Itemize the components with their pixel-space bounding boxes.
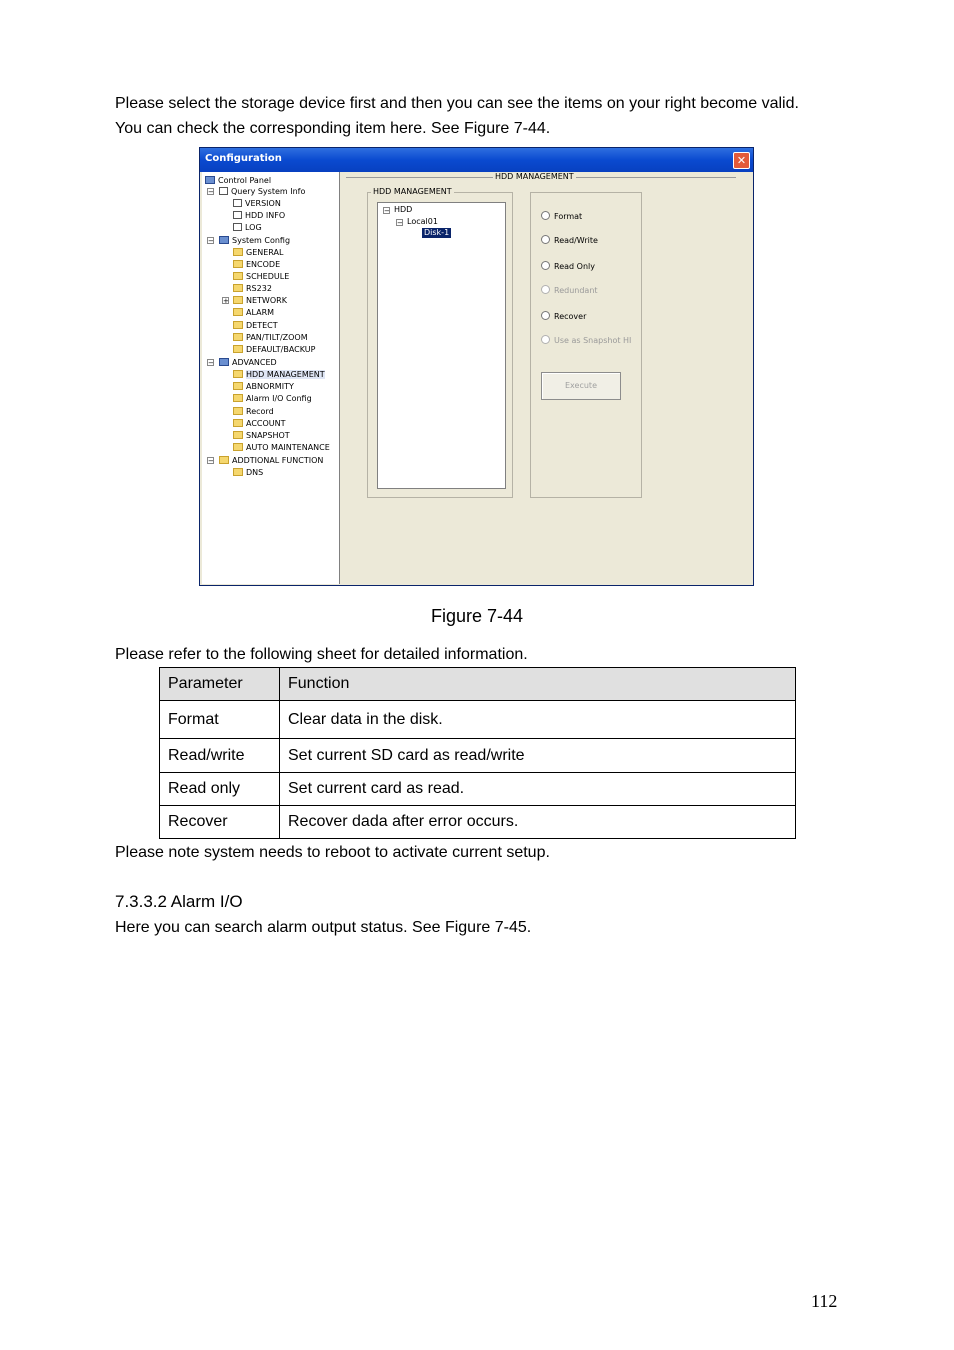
folder-icon xyxy=(233,468,243,476)
inner-group-label: HDD MANAGEMENT xyxy=(373,187,452,196)
close-icon[interactable]: ✕ xyxy=(733,152,750,169)
collapse-icon[interactable]: − xyxy=(208,359,214,367)
tree-item-general[interactable]: GENERAL xyxy=(233,248,283,258)
tree-item-log[interactable]: LOG xyxy=(233,223,262,233)
figure-caption: Figure 7-44 xyxy=(430,606,524,626)
window-title: Configuration xyxy=(205,153,282,164)
table-row xyxy=(160,806,796,839)
cell-function: Set current card as read. xyxy=(280,773,796,806)
table-row xyxy=(160,773,796,806)
cell-parameter: Read/write xyxy=(160,739,280,773)
folder-icon xyxy=(233,308,243,316)
radio-recover[interactable]: Recover xyxy=(541,311,586,321)
table-row xyxy=(160,701,796,739)
tree-item-alarm-io-config[interactable]: Alarm I/O Config xyxy=(233,394,312,404)
section-text: Here you can search alarm output status. See Figure 7-45. xyxy=(115,919,532,936)
folder-icon xyxy=(233,394,243,402)
folder-icon xyxy=(233,248,243,256)
folder-icon xyxy=(233,272,243,280)
tree-item-account[interactable]: ACCOUNT xyxy=(233,419,286,429)
radio-icon xyxy=(541,235,550,244)
folder-icon xyxy=(233,443,243,451)
tree-item-auto-maintenance[interactable]: AUTO MAINTENANCE xyxy=(233,443,330,453)
configuration-window xyxy=(199,147,754,586)
tree-item-query-system-info[interactable]: Query System Info xyxy=(219,187,305,197)
settings-icon xyxy=(219,236,229,244)
folder-icon xyxy=(233,382,243,390)
folder-icon xyxy=(233,296,243,304)
tools-icon xyxy=(219,358,229,366)
outer-group-label: HDD MANAGEMENT xyxy=(495,172,574,181)
radio-read-only[interactable]: Read Only xyxy=(541,261,595,271)
tree-item-encode[interactable]: ENCODE xyxy=(233,260,280,270)
folder-icon xyxy=(233,321,243,329)
collapse-icon[interactable]: − xyxy=(208,457,214,465)
tree-item-default-backup[interactable]: DEFAULT/BACKUP xyxy=(233,345,315,355)
cell-function: Clear data in the disk. xyxy=(280,701,796,739)
radio-icon xyxy=(541,311,550,320)
table-intro: Please refer to the following sheet for detailed information. xyxy=(115,646,528,663)
tree-item-schedule[interactable]: SCHEDULE xyxy=(233,272,289,282)
tree-item-snapshot[interactable]: SNAPSHOT xyxy=(233,431,290,441)
tree-item-version[interactable]: VERSION xyxy=(233,199,281,209)
hdd-tree xyxy=(377,202,506,489)
tree-item-advanced[interactable]: ADVANCED xyxy=(219,358,277,368)
collapse-icon[interactable]: − xyxy=(208,188,214,196)
parameter-table xyxy=(159,667,796,839)
cell-parameter: Read only xyxy=(160,773,280,806)
radio-icon xyxy=(541,285,550,294)
document-icon xyxy=(233,211,242,219)
tree-item-abnormity[interactable]: ABNORMITY xyxy=(233,382,294,392)
radio-icon xyxy=(541,335,550,344)
hdd-tree-item-local01[interactable]: Local01 xyxy=(407,217,438,226)
tree-item-detect[interactable]: DETECT xyxy=(233,321,278,331)
radio-use-as-snapshot[interactable]: Use as Snapshot HI xyxy=(541,335,631,345)
tree-item-system-config[interactable]: System Config xyxy=(219,236,290,246)
hdd-tree-item-disk-1[interactable]: Disk-1 xyxy=(424,228,450,237)
folder-icon xyxy=(233,260,243,268)
folder-icon xyxy=(233,407,243,415)
radio-icon xyxy=(541,261,550,270)
execute-button[interactable]: Execute xyxy=(541,372,621,400)
radio-format[interactable]: Format xyxy=(541,211,582,221)
folder-icon xyxy=(219,456,229,464)
page-number: 112 xyxy=(811,1291,838,1311)
tree-item-additional-function[interactable]: ADDTIONAL FUNCTION xyxy=(219,456,323,466)
section-heading: 7.3.3.2 Alarm I/O xyxy=(115,892,243,911)
tree-item-rs232[interactable]: RS232 xyxy=(233,284,272,294)
reboot-note: Please note system needs to reboot to activate current setup. xyxy=(115,844,550,861)
tree-item-control-panel[interactable]: Control Panel xyxy=(205,176,271,186)
intro-line-2: You can check the corresponding item here. See Figure 7-44. xyxy=(115,120,551,137)
folder-icon xyxy=(233,333,243,341)
radio-read-write[interactable]: Read/Write xyxy=(541,235,598,245)
collapse-icon[interactable]: − xyxy=(384,207,390,215)
radio-icon xyxy=(541,211,550,220)
window-titlebar xyxy=(200,148,753,172)
tree-item-alarm[interactable]: ALARM xyxy=(233,308,274,318)
config-tree xyxy=(202,172,340,584)
cell-function: Set current SD card as read/write xyxy=(280,739,796,773)
expand-icon[interactable]: + xyxy=(223,297,229,305)
collapse-icon[interactable]: − xyxy=(397,219,403,227)
table-row xyxy=(160,739,796,773)
header-parameter: Parameter xyxy=(160,668,280,701)
document-icon xyxy=(233,199,242,207)
tree-item-hdd-info[interactable]: HDD INFO xyxy=(233,211,285,221)
radio-redundant[interactable]: Redundant xyxy=(541,285,598,295)
collapse-icon[interactable]: − xyxy=(208,237,214,245)
folder-icon xyxy=(233,419,243,427)
document-icon xyxy=(233,223,242,231)
folder-icon xyxy=(233,431,243,439)
table-header-row xyxy=(160,668,796,701)
cell-parameter: Recover xyxy=(160,806,280,839)
tree-item-hdd-management[interactable]: HDD MANAGEMENT xyxy=(233,370,325,380)
folder-icon xyxy=(233,345,243,353)
cell-parameter: Format xyxy=(160,701,280,739)
computer-icon xyxy=(205,176,215,184)
folder-open-icon xyxy=(233,370,243,378)
hdd-tree-item-hdd[interactable]: HDD xyxy=(394,205,413,214)
tree-item-pan-tilt-zoom[interactable]: PAN/TILT/ZOOM xyxy=(233,333,308,343)
tree-item-network[interactable]: NETWORK xyxy=(233,296,287,306)
intro-line-1: Please select the storage device first and then you can see the items on your right become valid. xyxy=(115,95,799,112)
document-icon xyxy=(219,187,228,195)
folder-icon xyxy=(233,284,243,292)
tree-item-dns[interactable]: DNS xyxy=(233,468,263,478)
cell-function: Recover dada after error occurs. xyxy=(280,806,796,839)
tree-item-record[interactable]: Record xyxy=(233,407,274,417)
header-function: Function xyxy=(280,668,796,701)
